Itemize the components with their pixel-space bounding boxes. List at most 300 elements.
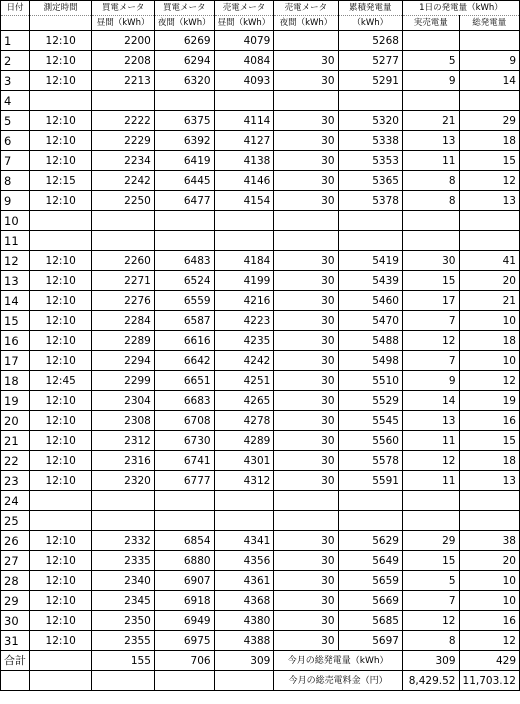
sell-day-cell: 4251 xyxy=(214,371,274,391)
sell-day-cell: 4223 xyxy=(214,311,274,331)
sold-cell: 30 xyxy=(402,251,459,271)
day-cell: 8 xyxy=(1,171,30,191)
header-date: 日付 xyxy=(1,1,30,16)
fee-sold: 8,429.52 xyxy=(402,671,459,691)
cumulative-cell: 5488 xyxy=(338,331,402,351)
buy-night-cell: 6642 xyxy=(154,351,214,371)
cumulative-cell xyxy=(338,211,402,231)
day-cell: 24 xyxy=(1,491,30,511)
cumulative-cell: 5268 xyxy=(338,31,402,51)
time-cell: 12:10 xyxy=(30,391,92,411)
day-cell: 2 xyxy=(1,51,30,71)
gen-cell: 13 xyxy=(459,471,520,491)
sold-cell: 11 xyxy=(402,431,459,451)
cumulative-cell: 5353 xyxy=(338,151,402,171)
month-fee-label: 今月の総売電料金（円） xyxy=(274,671,403,691)
time-cell: 12:10 xyxy=(30,611,92,631)
table-row xyxy=(1,111,520,131)
time-cell: 12:10 xyxy=(30,71,92,91)
buy-night-cell: 6445 xyxy=(154,171,214,191)
sold-cell: 21 xyxy=(402,111,459,131)
table-row xyxy=(1,371,520,391)
sell-day-cell: 4356 xyxy=(214,551,274,571)
buy-day-cell: 2289 xyxy=(92,331,155,351)
sold-cell: 8 xyxy=(402,171,459,191)
sold-cell: 11 xyxy=(402,471,459,491)
sell-night-cell: 30 xyxy=(274,51,338,71)
time-cell xyxy=(30,511,92,531)
total-sell-day: 309 xyxy=(214,651,274,671)
day-cell: 16 xyxy=(1,331,30,351)
header-sub-empty xyxy=(30,16,92,31)
sold-cell: 12 xyxy=(402,451,459,471)
day-cell: 21 xyxy=(1,431,30,451)
sell-night-cell: 30 xyxy=(274,531,338,551)
header-sub-gen: 総発電量 xyxy=(459,16,520,31)
sell-day-cell xyxy=(214,231,274,251)
buy-night-cell: 6587 xyxy=(154,311,214,331)
gen-cell xyxy=(459,491,520,511)
sell-day-cell xyxy=(214,91,274,111)
cumulative-cell: 5510 xyxy=(338,371,402,391)
day-cell: 30 xyxy=(1,611,30,631)
table-row xyxy=(1,211,520,231)
sell-night-cell: 30 xyxy=(274,591,338,611)
buy-night-cell: 6683 xyxy=(154,391,214,411)
day-cell: 3 xyxy=(1,71,30,91)
sold-cell: 14 xyxy=(402,391,459,411)
table-row xyxy=(1,591,520,611)
sell-day-cell: 4154 xyxy=(214,191,274,211)
table-row xyxy=(1,631,520,651)
table-row xyxy=(1,231,520,251)
buy-day-cell: 2335 xyxy=(92,551,155,571)
time-cell: 12:10 xyxy=(30,151,92,171)
day-cell: 12 xyxy=(1,251,30,271)
cumulative-cell: 5545 xyxy=(338,411,402,431)
buy-day-cell: 2312 xyxy=(92,431,155,451)
time-cell: 12:10 xyxy=(30,311,92,331)
cumulative-cell: 5365 xyxy=(338,171,402,191)
header-sub-buy-night: 夜間（kWh） xyxy=(154,16,214,31)
sell-night-cell: 30 xyxy=(274,271,338,291)
table-row xyxy=(1,291,520,311)
header-daily-gen: 1日の発電量（kWh） xyxy=(402,1,519,16)
day-cell: 15 xyxy=(1,311,30,331)
sell-night-cell: 30 xyxy=(274,151,338,171)
sell-night-cell: 30 xyxy=(274,331,338,351)
header-time: 測定時間 xyxy=(30,1,92,16)
sell-day-cell: 4289 xyxy=(214,431,274,451)
sell-night-cell xyxy=(274,91,338,111)
sell-night-cell xyxy=(274,511,338,531)
sell-night-cell: 30 xyxy=(274,371,338,391)
cumulative-cell: 5320 xyxy=(338,111,402,131)
cumulative-cell: 5591 xyxy=(338,471,402,491)
gen-cell: 20 xyxy=(459,271,520,291)
sell-day-cell: 4361 xyxy=(214,571,274,591)
table-row xyxy=(1,91,520,111)
buy-night-cell: 6269 xyxy=(154,31,214,51)
cumulative-cell: 5338 xyxy=(338,131,402,151)
table-row xyxy=(1,391,520,411)
buy-day-cell xyxy=(92,491,155,511)
sell-day-cell: 4312 xyxy=(214,471,274,491)
sell-night-cell: 30 xyxy=(274,251,338,271)
buy-day-cell xyxy=(92,211,155,231)
time-cell: 12:10 xyxy=(30,291,92,311)
gen-cell: 29 xyxy=(459,111,520,131)
sell-day-cell: 4301 xyxy=(214,451,274,471)
day-cell: 4 xyxy=(1,91,30,111)
day-cell: 13 xyxy=(1,271,30,291)
gen-cell: 10 xyxy=(459,571,520,591)
sold-cell: 13 xyxy=(402,411,459,431)
sell-day-cell xyxy=(214,491,274,511)
gen-cell: 16 xyxy=(459,411,520,431)
table-row xyxy=(1,351,520,371)
cumulative-cell: 5529 xyxy=(338,391,402,411)
day-cell: 20 xyxy=(1,411,30,431)
sold-cell xyxy=(402,211,459,231)
buy-night-cell: 6392 xyxy=(154,131,214,151)
total-sold: 309 xyxy=(402,651,459,671)
total-buy-night: 706 xyxy=(154,651,214,671)
buy-day-cell: 2284 xyxy=(92,311,155,331)
sell-night-cell: 30 xyxy=(274,411,338,431)
buy-night-cell: 6918 xyxy=(154,591,214,611)
table-row xyxy=(1,471,520,491)
time-cell: 12:10 xyxy=(30,31,92,51)
table-row xyxy=(1,51,520,71)
buy-night-cell: 6880 xyxy=(154,551,214,571)
total-empty xyxy=(30,651,92,671)
data-rows xyxy=(1,31,520,651)
sell-night-cell xyxy=(274,231,338,251)
sell-night-cell: 30 xyxy=(274,171,338,191)
cumulative-cell: 5629 xyxy=(338,531,402,551)
buy-night-cell: 6975 xyxy=(154,631,214,651)
buy-day-cell: 2276 xyxy=(92,291,155,311)
cumulative-cell: 5697 xyxy=(338,631,402,651)
time-cell: 12:10 xyxy=(30,331,92,351)
header-sell-day: 売電メータ xyxy=(214,1,274,16)
gen-cell: 10 xyxy=(459,311,520,331)
header-sub-sell-day: 昼間（kWh） xyxy=(214,16,274,31)
sold-cell: 29 xyxy=(402,531,459,551)
day-cell: 19 xyxy=(1,391,30,411)
buy-day-cell: 2260 xyxy=(92,251,155,271)
header-sell-night: 売電メータ xyxy=(274,1,338,16)
header-row-2 xyxy=(1,16,520,31)
day-cell: 6 xyxy=(1,131,30,151)
buy-night-cell xyxy=(154,91,214,111)
total-buy-day: 155 xyxy=(92,651,155,671)
buy-day-cell: 2350 xyxy=(92,611,155,631)
time-cell: 12:10 xyxy=(30,351,92,371)
gen-cell: 15 xyxy=(459,151,520,171)
sell-night-cell: 30 xyxy=(274,351,338,371)
gen-cell: 14 xyxy=(459,71,520,91)
sell-day-cell: 4278 xyxy=(214,411,274,431)
sell-night-cell: 30 xyxy=(274,111,338,131)
sold-cell xyxy=(402,231,459,251)
sell-day-cell: 4146 xyxy=(214,171,274,191)
cumulative-cell: 5460 xyxy=(338,291,402,311)
gen-cell: 9 xyxy=(459,51,520,71)
buy-night-cell: 6294 xyxy=(154,51,214,71)
sell-day-cell xyxy=(214,511,274,531)
day-cell: 9 xyxy=(1,191,30,211)
buy-day-cell: 2234 xyxy=(92,151,155,171)
gen-cell xyxy=(459,211,520,231)
sold-cell: 11 xyxy=(402,151,459,171)
header-cumulative: 累積発電量 xyxy=(338,1,402,16)
sold-cell: 8 xyxy=(402,631,459,651)
sold-cell: 12 xyxy=(402,611,459,631)
sell-day-cell: 4114 xyxy=(214,111,274,131)
table-row xyxy=(1,171,520,191)
buy-night-cell xyxy=(154,231,214,251)
header-sub-cumulative: （kWh） xyxy=(338,16,402,31)
time-cell: 12:15 xyxy=(30,171,92,191)
cumulative-cell: 5669 xyxy=(338,591,402,611)
buy-night-cell: 6651 xyxy=(154,371,214,391)
buy-day-cell: 2250 xyxy=(92,191,155,211)
cumulative-cell: 5498 xyxy=(338,351,402,371)
time-cell: 12:10 xyxy=(30,431,92,451)
gen-cell xyxy=(459,511,520,531)
total-gen: 429 xyxy=(459,651,520,671)
sold-cell: 5 xyxy=(402,571,459,591)
sold-cell xyxy=(402,91,459,111)
gen-cell: 15 xyxy=(459,431,520,451)
gen-cell: 41 xyxy=(459,251,520,271)
buy-day-cell: 2316 xyxy=(92,451,155,471)
header-sub-sell-night: 夜間（kWh） xyxy=(274,16,338,31)
cumulative-cell: 5277 xyxy=(338,51,402,71)
table-row xyxy=(1,571,520,591)
buy-night-cell: 6419 xyxy=(154,151,214,171)
time-cell: 12:10 xyxy=(30,111,92,131)
buy-night-cell: 6730 xyxy=(154,431,214,451)
table-row xyxy=(1,71,520,91)
time-cell: 12:10 xyxy=(30,571,92,591)
gen-cell xyxy=(459,231,520,251)
buy-night-cell: 6524 xyxy=(154,271,214,291)
cumulative-cell: 5685 xyxy=(338,611,402,631)
sell-day-cell: 4084 xyxy=(214,51,274,71)
day-cell: 31 xyxy=(1,631,30,651)
buy-day-cell: 2304 xyxy=(92,391,155,411)
cumulative-cell: 5659 xyxy=(338,571,402,591)
sold-cell: 5 xyxy=(402,51,459,71)
buy-night-cell xyxy=(154,211,214,231)
table-row xyxy=(1,431,520,451)
sell-day-cell: 4242 xyxy=(214,351,274,371)
buy-night-cell: 6477 xyxy=(154,191,214,211)
sell-day-cell: 4235 xyxy=(214,331,274,351)
buy-day-cell xyxy=(92,231,155,251)
sold-cell: 8 xyxy=(402,191,459,211)
fee-gen: 11,703.12 xyxy=(459,671,520,691)
table-row xyxy=(1,411,520,431)
total-row xyxy=(1,651,520,671)
header-buy-night: 買電メータ xyxy=(154,1,214,16)
sold-cell: 7 xyxy=(402,311,459,331)
time-cell: 12:10 xyxy=(30,471,92,491)
sell-day-cell xyxy=(214,211,274,231)
cumulative-cell: 5291 xyxy=(338,71,402,91)
fee-empty xyxy=(154,671,214,691)
buy-night-cell: 6907 xyxy=(154,571,214,591)
sell-day-cell: 4341 xyxy=(214,531,274,551)
buy-day-cell: 2271 xyxy=(92,271,155,291)
buy-day-cell: 2294 xyxy=(92,351,155,371)
sold-cell: 9 xyxy=(402,371,459,391)
buy-day-cell: 2355 xyxy=(92,631,155,651)
buy-day-cell: 2200 xyxy=(92,31,155,51)
sell-night-cell xyxy=(274,211,338,231)
time-cell: 12:10 xyxy=(30,551,92,571)
buy-night-cell xyxy=(154,511,214,531)
sell-day-cell: 4388 xyxy=(214,631,274,651)
table-row xyxy=(1,551,520,571)
buy-day-cell: 2345 xyxy=(92,591,155,611)
sell-night-cell: 30 xyxy=(274,311,338,331)
sell-day-cell: 4216 xyxy=(214,291,274,311)
gen-cell: 16 xyxy=(459,611,520,631)
fee-empty xyxy=(214,671,274,691)
buy-day-cell: 2242 xyxy=(92,171,155,191)
time-cell xyxy=(30,491,92,511)
table-row xyxy=(1,271,520,291)
table-row xyxy=(1,491,520,511)
buy-day-cell: 2222 xyxy=(92,111,155,131)
fee-empty xyxy=(1,671,30,691)
sold-cell: 7 xyxy=(402,351,459,371)
table-row xyxy=(1,131,520,151)
sold-cell: 12 xyxy=(402,331,459,351)
sell-day-cell: 4079 xyxy=(214,31,274,51)
sell-day-cell: 4380 xyxy=(214,611,274,631)
table-row xyxy=(1,531,520,551)
fee-row xyxy=(1,671,520,691)
sell-night-cell: 30 xyxy=(274,391,338,411)
day-cell: 29 xyxy=(1,591,30,611)
buy-night-cell: 6375 xyxy=(154,111,214,131)
buy-night-cell: 6483 xyxy=(154,251,214,271)
time-cell: 12:10 xyxy=(30,191,92,211)
cumulative-cell xyxy=(338,511,402,531)
sell-night-cell xyxy=(274,31,338,51)
gen-cell: 38 xyxy=(459,531,520,551)
gen-cell: 21 xyxy=(459,291,520,311)
table-row xyxy=(1,511,520,531)
table-row xyxy=(1,331,520,351)
sold-cell xyxy=(402,491,459,511)
header-buy-day: 買電メータ xyxy=(92,1,155,16)
time-cell: 12:10 xyxy=(30,131,92,151)
total-label: 合計 xyxy=(1,651,30,671)
time-cell: 12:10 xyxy=(30,51,92,71)
month-gen-label: 今月の総発電量（kWh） xyxy=(274,651,403,671)
day-cell: 28 xyxy=(1,571,30,591)
cumulative-cell: 5560 xyxy=(338,431,402,451)
time-cell: 12:10 xyxy=(30,531,92,551)
gen-cell: 19 xyxy=(459,391,520,411)
buy-day-cell: 2332 xyxy=(92,531,155,551)
sell-day-cell: 4184 xyxy=(214,251,274,271)
buy-day-cell: 2320 xyxy=(92,471,155,491)
sell-night-cell: 30 xyxy=(274,471,338,491)
buy-night-cell: 6741 xyxy=(154,451,214,471)
sell-night-cell: 30 xyxy=(274,451,338,471)
gen-cell: 13 xyxy=(459,191,520,211)
sell-day-cell: 4127 xyxy=(214,131,274,151)
table-row xyxy=(1,311,520,331)
sold-cell xyxy=(402,511,459,531)
gen-cell: 18 xyxy=(459,451,520,471)
day-cell: 23 xyxy=(1,471,30,491)
table-row xyxy=(1,611,520,631)
gen-cell: 12 xyxy=(459,171,520,191)
day-cell: 10 xyxy=(1,211,30,231)
time-cell xyxy=(30,231,92,251)
totals xyxy=(1,651,520,691)
fee-empty xyxy=(30,671,92,691)
buy-day-cell: 2213 xyxy=(92,71,155,91)
cumulative-cell: 5578 xyxy=(338,451,402,471)
time-cell: 12:10 xyxy=(30,631,92,651)
sold-cell: 15 xyxy=(402,551,459,571)
sell-day-cell: 4138 xyxy=(214,151,274,171)
fee-empty xyxy=(92,671,155,691)
cumulative-cell xyxy=(338,491,402,511)
gen-cell xyxy=(459,91,520,111)
cumulative-cell: 5378 xyxy=(338,191,402,211)
day-cell: 26 xyxy=(1,531,30,551)
buy-day-cell: 2208 xyxy=(92,51,155,71)
cumulative-cell: 5439 xyxy=(338,271,402,291)
time-cell: 12:10 xyxy=(30,271,92,291)
sell-night-cell: 30 xyxy=(274,291,338,311)
time-cell: 12:10 xyxy=(30,591,92,611)
day-cell: 14 xyxy=(1,291,30,311)
cumulative-cell: 5649 xyxy=(338,551,402,571)
cumulative-cell: 5419 xyxy=(338,251,402,271)
header-row-1 xyxy=(1,1,520,16)
time-cell: 12:10 xyxy=(30,451,92,471)
sell-night-cell: 30 xyxy=(274,71,338,91)
day-cell: 18 xyxy=(1,371,30,391)
gen-cell: 12 xyxy=(459,631,520,651)
sell-day-cell: 4093 xyxy=(214,71,274,91)
gen-cell: 18 xyxy=(459,331,520,351)
table-row xyxy=(1,31,520,51)
sell-night-cell: 30 xyxy=(274,191,338,211)
buy-day-cell: 2308 xyxy=(92,411,155,431)
gen-cell: 10 xyxy=(459,351,520,371)
buy-night-cell: 6559 xyxy=(154,291,214,311)
sell-night-cell: 30 xyxy=(274,551,338,571)
time-cell xyxy=(30,91,92,111)
time-cell: 12:10 xyxy=(30,251,92,271)
sell-day-cell: 4368 xyxy=(214,591,274,611)
sold-cell: 7 xyxy=(402,591,459,611)
sell-night-cell xyxy=(274,491,338,511)
day-cell: 5 xyxy=(1,111,30,131)
